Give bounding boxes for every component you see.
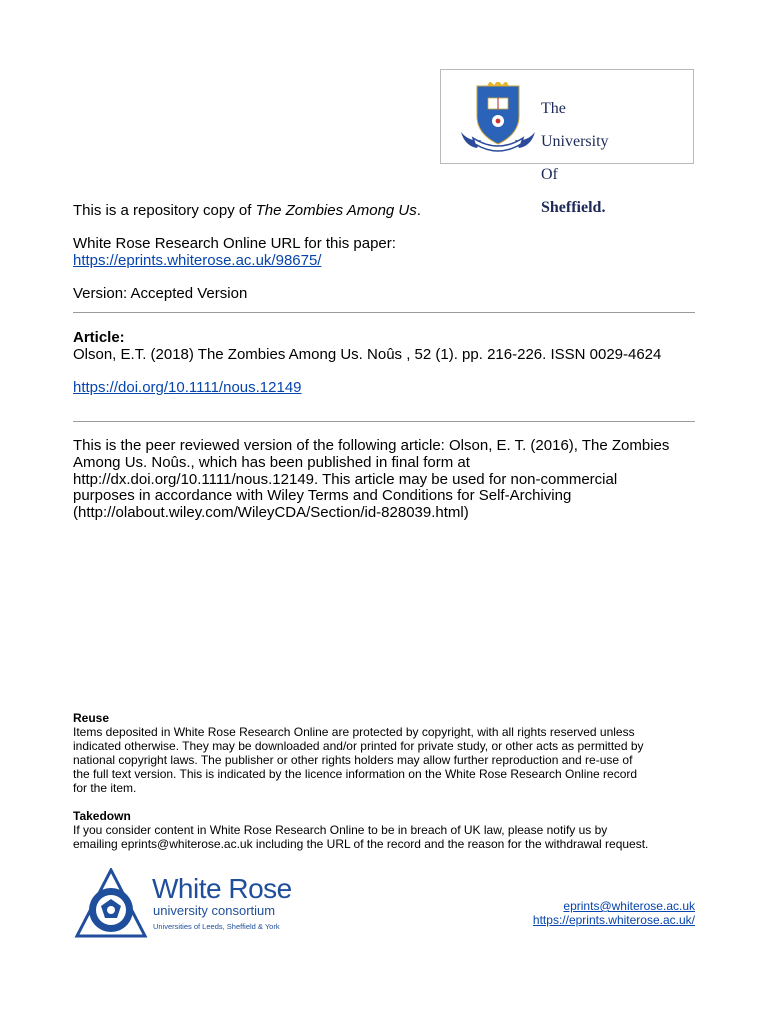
paper-title: The Zombies Among Us bbox=[255, 202, 417, 219]
white-rose-tagline: Universities of Leeds, Sheffield & York bbox=[153, 922, 280, 931]
white-rose-emblem-icon bbox=[73, 868, 149, 940]
university-name-line: University bbox=[541, 132, 609, 150]
version-text: Version: Accepted Version bbox=[73, 285, 248, 302]
takedown-line: If you consider content in White Rose Research Online to be in breach of UK law, please notify us by bbox=[73, 823, 608, 837]
reuse-line: indicated otherwise. They may be downloaded and/or printed for private study, or other acts as permitted by bbox=[73, 739, 644, 753]
university-logo bbox=[440, 69, 694, 216]
note-line: http://dx.doi.org/10.1111/nous.12149. This article may be used for non-commercial bbox=[73, 470, 618, 488]
reuse-line: the full text version. This is indicated by the licence information on the White Rose Research Online record bbox=[73, 767, 638, 781]
site-link[interactable]: https://eprints.whiterose.ac.uk/ bbox=[532, 913, 695, 927]
note-line: Among Us. Noûs., which has been published in final form at bbox=[73, 453, 470, 471]
white-rose-title: White Rose bbox=[152, 873, 292, 904]
repository-copy-suffix: . bbox=[416, 202, 421, 219]
note-line: This is the peer reviewed version of the following article: Olson, E. T. (2016), The Zombies bbox=[73, 437, 670, 454]
university-name bbox=[541, 84, 609, 233]
white-rose-subtitle: university consortium bbox=[153, 903, 276, 918]
url-label: White Rose Research Online URL for this paper: bbox=[73, 235, 396, 252]
reuse-line: for the item. bbox=[73, 781, 137, 795]
reuse-line: national copyright laws. The publisher or other rights holders may allow further reproduction and re-use of bbox=[73, 753, 633, 767]
email-link[interactable]: eprints@whiterose.ac.uk bbox=[563, 899, 695, 913]
divider bbox=[73, 312, 695, 313]
reuse-line: Items deposited in White Rose Research Online are protected by copyright, with all rights reserved unless bbox=[73, 725, 635, 739]
article-heading: Article: bbox=[73, 329, 125, 346]
takedown-line: emailing eprints@whiterose.ac.uk including the URL of the record and the reason for the withdrawal request. bbox=[73, 837, 649, 851]
takedown-heading: Takedown bbox=[73, 809, 131, 823]
repository-copy-line bbox=[73, 202, 421, 219]
reuse-heading: Reuse bbox=[73, 711, 110, 725]
doi-link[interactable]: https://doi.org/10.1111/nous.12149 bbox=[73, 379, 302, 396]
divider bbox=[73, 421, 695, 422]
university-crest-icon bbox=[459, 82, 537, 152]
takedown-section bbox=[73, 809, 703, 851]
university-name-line: Of bbox=[541, 165, 558, 183]
peer-review-note bbox=[73, 438, 695, 522]
white-rose-logo bbox=[73, 868, 298, 940]
article-citation: Olson, E.T. (2018) The Zombies Among Us. Noûs , 52 (1). pp. 216-226. ISSN 0029-4624 bbox=[73, 346, 662, 363]
paper-url-link[interactable]: https://eprints.whiterose.ac.uk/98675/ bbox=[73, 252, 322, 269]
note-line: purposes in accordance with Wiley Terms and Conditions for Self-Archiving bbox=[73, 487, 572, 505]
note-line: (http://olabout.wiley.com/WileyCDA/Section/id-828039.html) bbox=[73, 504, 469, 522]
university-name-line: The bbox=[541, 99, 566, 117]
reuse-section bbox=[73, 711, 703, 795]
university-name-line: Sheffield. bbox=[541, 198, 606, 216]
repository-copy-prefix: This is a repository copy of bbox=[73, 202, 256, 219]
